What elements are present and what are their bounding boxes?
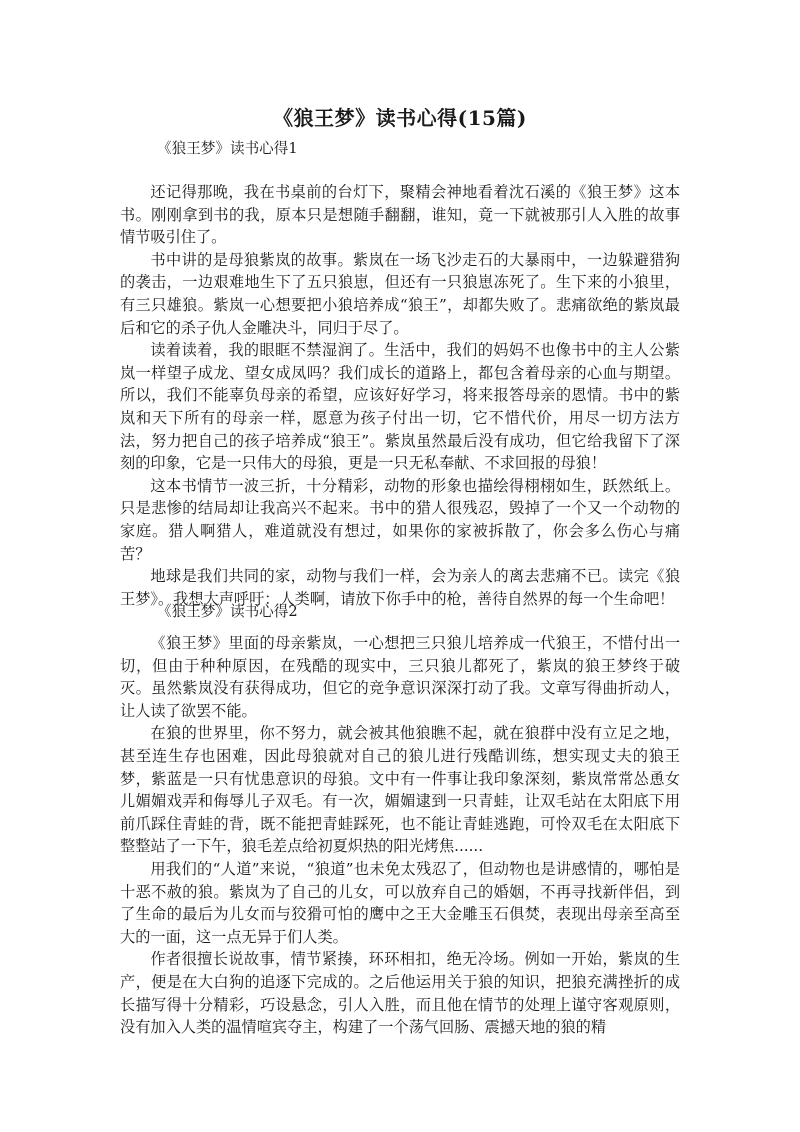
section-1-paragraph-5: 地球是我们共同的家，动物与我们一样，会为亲人的离去悲痛不已。读完《狼王梦》。我想大声呼吁：人类啊，请放下你手中的枪，善待自然界的每一个生命吧！ (120, 567, 680, 608)
section-1-paragraph-4: 这本书情节一波三折，十分精彩，动物的形象也描绘得栩栩如生，跃然纸上。只是悲惨的结局却让我高兴不起来。书中的猎人很残忍，毁掉了一个又一个动物的家庭。猎人啊猎人，难道就没有想过，如果你的家被拆散了，你会多么伤心与痛苦？ (120, 476, 680, 563)
section-2-body (120, 632, 680, 1039)
section-1-heading: 《狼王梦》读书心得1 (157, 140, 298, 157)
section-2-paragraph-1: 《狼王梦》里面的母亲紫岚，一心想把三只狼儿培养成一代狼王，不惜付出一切，但由于种种原因，在残酷的现实中，三只狼儿都死了，紫岚的狼王梦终于破灭。虽然紫岚没有获得成功，但它的竞争意识深深打动了我。文章写得曲折动人，让人读了欲罢不能。 (120, 634, 680, 720)
section-2-paragraph-4: 作者很擅长说故事，情节紧揍，环环相扣，绝无冷场。例如一开始，紫岚的生产，便是在大白狗的追逐下完成的。之后他运用关于狼的知识，把狼充满挫折的成长描写得十分精彩，巧设悬念，引人入胜，而且他在情节的处理上谨守客观原则，没有加入人类的温情喧宾夺主，构建了一个荡气回肠、震撼天地的狼的精 (120, 950, 680, 1037)
section-1-paragraph-2: 书中讲的是母狼紫岚的故事。紫岚在一场飞沙走石的大暴雨中，一边躲避猎狗的袭击，一边艰难地生下了五只狼崽，但还有一只狼崽冻死了。生下来的小狼里，有三只雄狼。紫岚一心想要把小狼培养成“狼王”，却都失败了。悲痛欲绝的紫岚最后和它的杀子仇人金雕决斗，同归于尽了。 (120, 250, 680, 337)
section-1-paragraph-1: 还记得那晚，我在书桌前的台灯下，聚精会神地看着沈石溪的《狼王梦》这本书。刚刚拿到书的我，原本只是想随手翻翻，谁知，竟一下就被那引人入胜的故事情节吸引住了。 (120, 183, 680, 247)
section-2-heading: 《狼王梦》读书心得2 (157, 603, 298, 620)
section-1-paragraph-3: 读着读着，我的眼眶不禁湿润了。生活中，我们的妈妈不也像书中的主人公紫岚一样望子成龙、望女成凤吗？我们成长的道路上，都包含着母亲的心血与期望。所以，我们不能辜负母亲的希望，应该好好学习，将来报答母亲的恩情。书中的紫岚和天下所有的母亲一样，愿意为孩子付出一切，它不惜代价，用尽一切方法方法，努力把自己的孩子培养成“狼王”。紫岚虽然最后没有成功，但它给我留下了深刻的印象，它是一只伟大的母狼，更是一只无私奉献、不求回报的母狼！ (120, 341, 680, 473)
document-title: 《狼王梦》读书心得(15篇) (273, 106, 527, 130)
section-1-body (120, 181, 680, 610)
section-2-paragraph-3: 用我们的“人道”来说，“狼道”也未免太残忍了，但动物也是讲感情的，哪怕是十恶不赦的狼。紫岚为了自己的儿女，可以放弃自己的婚姻，不再寻找新伴侣，到了生命的最后为儿女而与狡猾可怕的鹰中之王大金雕玉石俱焚，表现出母亲至高至大的一面，这一点无异于们人类。 (120, 859, 680, 946)
section-2-paragraph-2: 在狼的世界里，你不努力，就会被其他狼瞧不起，就在狼群中没有立足之地，甚至连生存也困难，因此母狼就对自己的狼儿进行残酷训练，想实现丈夫的狼王梦，紫蓝是一只有忧患意识的母狼。文中有一件事让我印象深刻，紫岚常常怂恿女儿媚媚戏弄和侮辱儿子双毛。有一次，媚媚逮到一只青蛙，让双毛站在太阳底下用前爪踩住青蛙的背，既不能把青蛙踩死，也不能让青蛙逃跑，可怜双毛在太阳底下整整站了一下午，狼毛差点给初夏炽热的阳光烤焦...... (120, 724, 680, 856)
